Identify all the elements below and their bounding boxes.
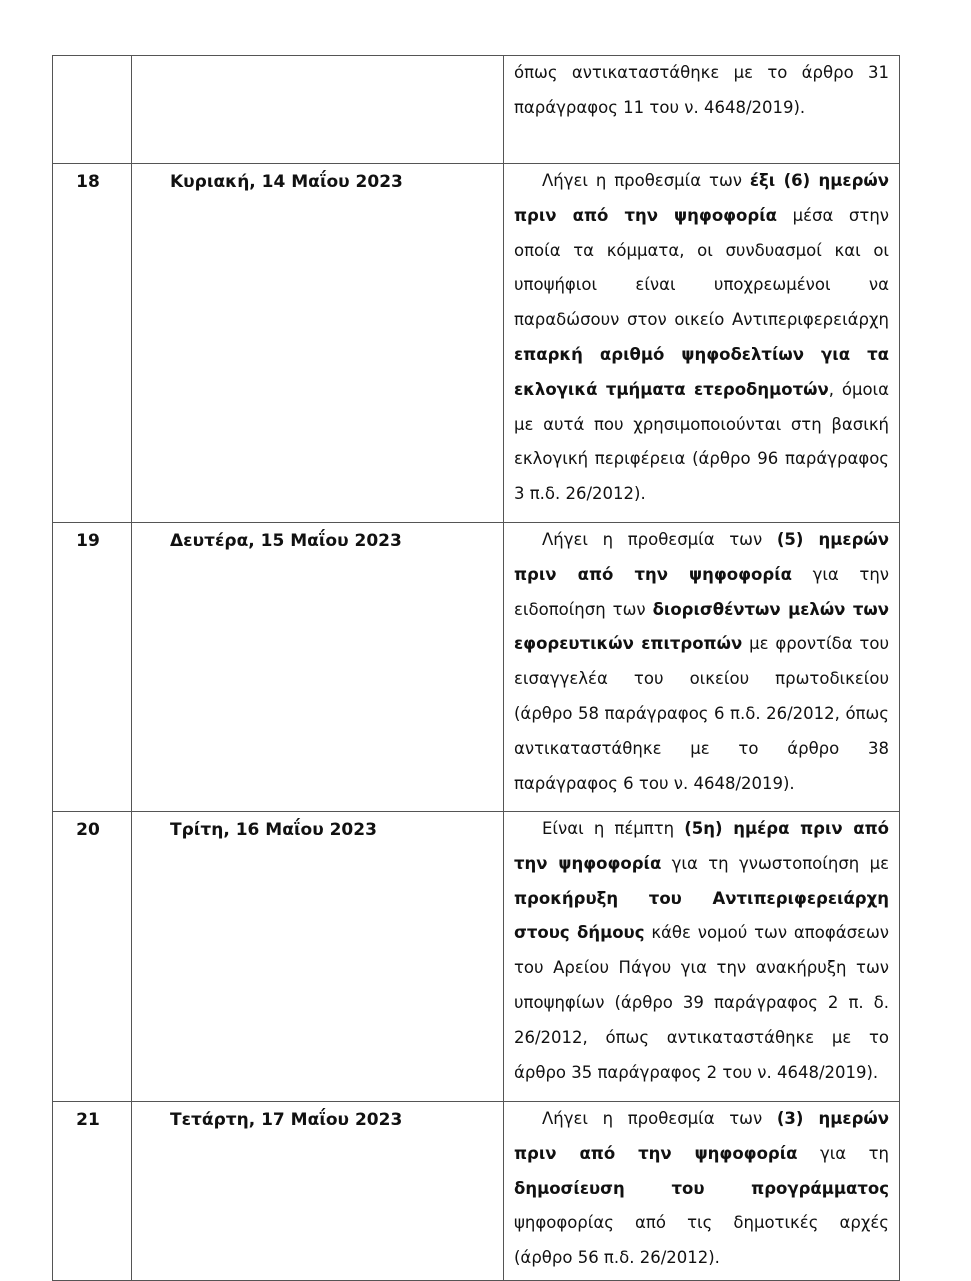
row-description: Λήγει η προθεσμία των (3) ημερών πριν από την ψηφοφορία για τη δημοσίευση του προγράμματος ψηφοφορίας από τις δημοτικές αρχές (άρθρο 56 π.δ. 26/2012). <box>504 1102 900 1281</box>
table-row <box>53 164 900 523</box>
row-number <box>53 56 132 164</box>
row-description: όπως αντικαταστάθηκε με το άρθρο 31 παράγραφος 11 του ν. 4648/2019). <box>504 56 900 164</box>
row-date: Κυριακή, 14 Μαΐου 2023 <box>132 164 504 523</box>
election-schedule-table <box>52 55 900 1281</box>
row-number: 19 <box>53 523 132 812</box>
table-row <box>53 1102 900 1281</box>
row-description: Λήγει η προθεσμία των έξι (6) ημερών πριν από την ψηφοφορία μέσα στην οποία τα κόμματα, οι συνδυασμοί και οι υποψήφιοι είναι υποχρεωμένοι να παραδώσουν στον οικείο Αντιπεριφερειάρχη επαρκή αριθμό ψηφοδελτίων για τα εκλογικά τμήματα ετεροδημοτών, όμοια με αυτά που χρησιμοποιούνται στη βασική εκλογική περιφέρεια (άρθρο 96 παράγραφος 3 π.δ. 26/2012). <box>504 164 900 523</box>
row-date <box>132 56 504 164</box>
table-row <box>53 56 900 164</box>
row-number: 20 <box>53 812 132 1102</box>
table-row <box>53 812 900 1102</box>
table-row <box>53 523 900 812</box>
row-date: Τρίτη, 16 Μαΐου 2023 <box>132 812 504 1102</box>
row-number: 18 <box>53 164 132 523</box>
row-number: 21 <box>53 1102 132 1281</box>
row-description: Λήγει η προθεσμία των (5) ημερών πριν από την ψηφοφορία για την ειδοποίηση των διορισθέντων μελών των εφορευτικών επιτροπών με φροντίδα του εισαγγελέα του οικείου πρωτοδικείου (άρθρο 58 παράγραφος 6 π.δ. 26/2012, όπως αντικαταστάθηκε με το άρθρο 38 παράγραφος 6 του ν. 4648/2019). <box>504 523 900 812</box>
row-description: Είναι η πέμπτη (5η) ημέρα πριν από την ψηφοφορία για τη γνωστοποίηση με προκήρυξη του Αντιπεριφερειάρχη στους δήμους κάθε νομού των αποφάσεων του Αρείου Πάγου για την ανακήρυξη των υποψηφίων (άρθρο 39 παράγραφος 2 π. δ. 26/2012, όπως αντικαταστάθηκε με το άρθρο 35 παράγραφος 2 του ν. 4648/2019). <box>504 812 900 1102</box>
row-date: Τετάρτη, 17 Μαΐου 2023 <box>132 1102 504 1281</box>
row-date: Δευτέρα, 15 Μαΐου 2023 <box>132 523 504 812</box>
